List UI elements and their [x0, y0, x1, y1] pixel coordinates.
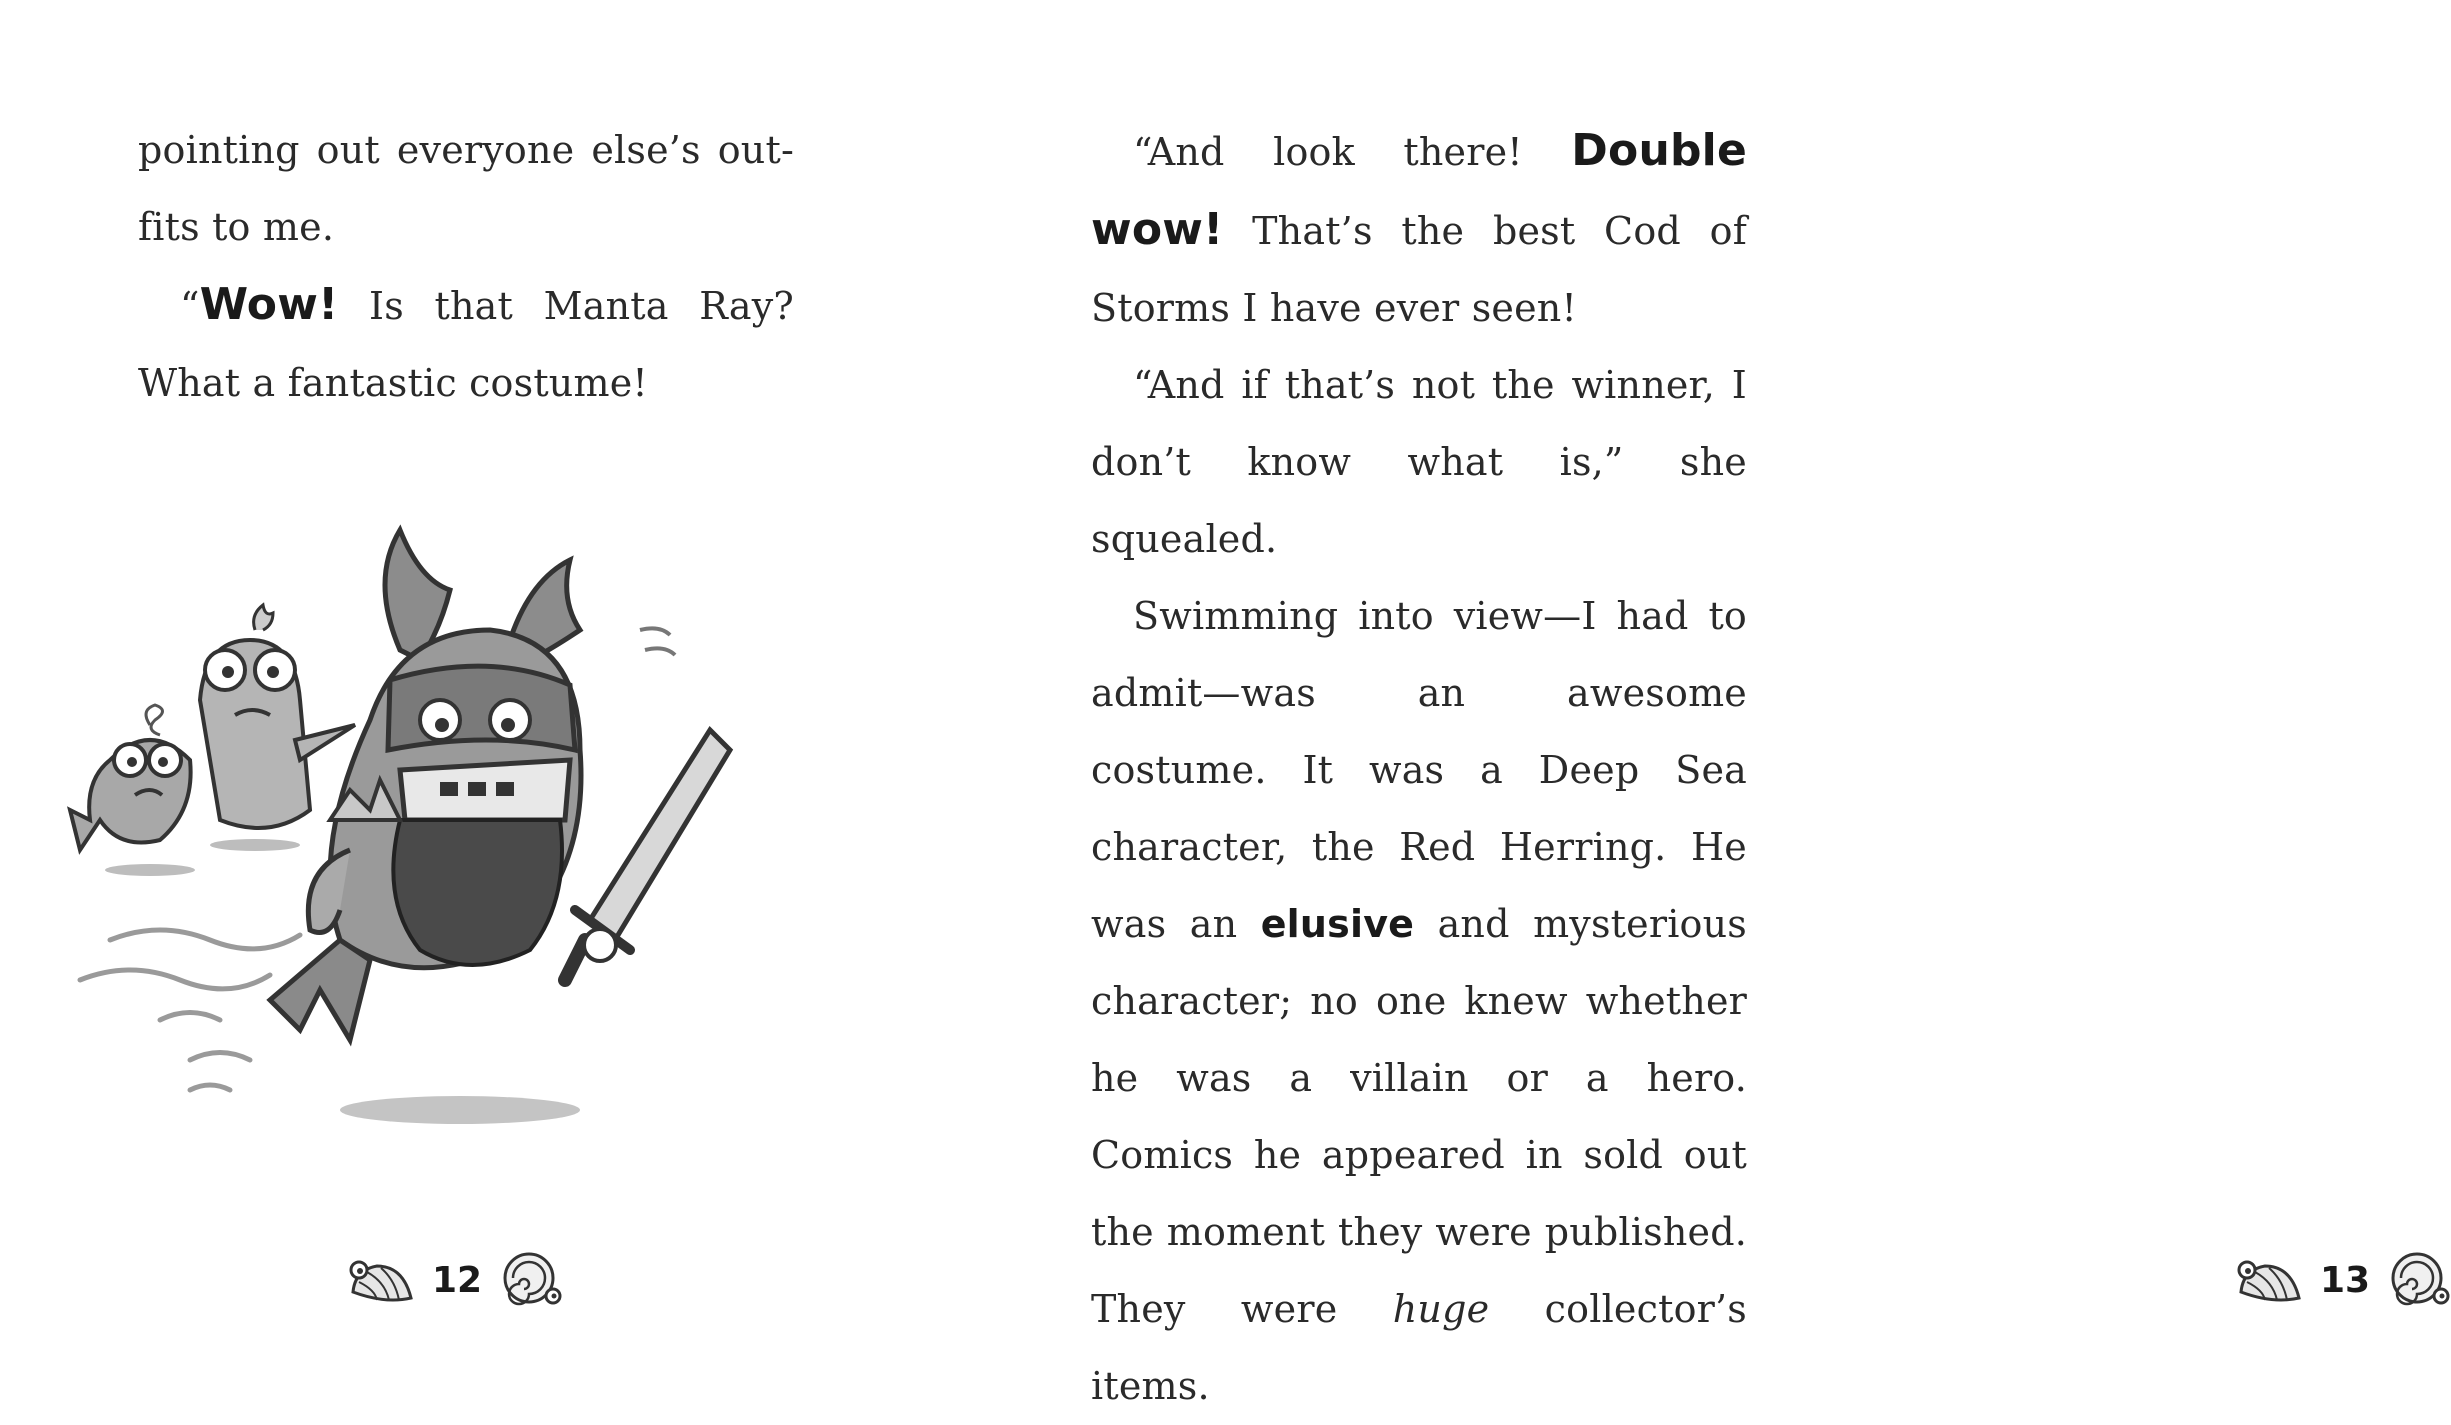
right-page-folio [2233, 1245, 2451, 1315]
hermit-crab-shell-icon [345, 1252, 415, 1308]
page-number: 12 [431, 1259, 483, 1301]
knight-fish-character [270, 530, 730, 1040]
snail-shell-icon [2387, 1250, 2451, 1310]
left-paragraph-2 [138, 266, 794, 422]
right-paragraph-1-rest: That’s the best Cod of Storms I have ever seen! [1091, 209, 1747, 330]
left-page-folio [345, 1245, 563, 1315]
snail-shell-icon [499, 1250, 563, 1310]
wow-bold: Wow! [199, 279, 339, 330]
left-page [0, 0, 933, 1400]
tall-fish-character [200, 605, 355, 828]
right-page-text [1091, 112, 1747, 1425]
left-paragraph-1-text: pointing out everyone else’s out-fits to me. [138, 128, 794, 249]
left-paragraph-1 [138, 112, 794, 266]
right-paragraph-3 [1091, 578, 1747, 1425]
right-paragraph-1 [1091, 112, 1747, 347]
double-wow-bold: Double wow! [1091, 125, 1747, 255]
right-paragraph-3-start: Swimming into view—I had to admit—was an awesome costume. It was a Deep Sea character, the Red Herring. He was an [1091, 594, 1747, 946]
elusive-bold: elusive [1260, 902, 1415, 946]
shadow-tall-fish [210, 839, 300, 851]
right-paragraph-1-start: “And look there! [1133, 130, 1572, 174]
huge-italic: huge [1392, 1287, 1490, 1331]
left-paragraph-2-text: Is that Manta Ray? What a fantastic costume! [138, 284, 794, 405]
right-paragraph-2 [1091, 347, 1747, 578]
shadow-small-fish [105, 864, 195, 876]
left-page-text [138, 112, 794, 422]
open-quote: “ [180, 284, 200, 328]
motion-lines [80, 930, 300, 1090]
small-fish-character [70, 705, 191, 850]
right-paragraph-3-mid: and mysterious character; no one knew whether he was a villain or a hero. Comics he appeared in sold out the moment they were published. They were [1091, 902, 1748, 1331]
costumed-fish-illustration [70, 520, 870, 1140]
right-page [933, 0, 2371, 1408]
right-paragraph-2-text: “And if that’s not the winner, I don’t know what is,” she squealed. [1091, 363, 1747, 561]
right-paragraph-3-end: collector’s items. [1091, 1287, 1747, 1408]
shadow-knight-fish [340, 1096, 580, 1124]
hermit-crab-shell-icon [2233, 1252, 2303, 1308]
page-number: 13 [2319, 1259, 2371, 1301]
